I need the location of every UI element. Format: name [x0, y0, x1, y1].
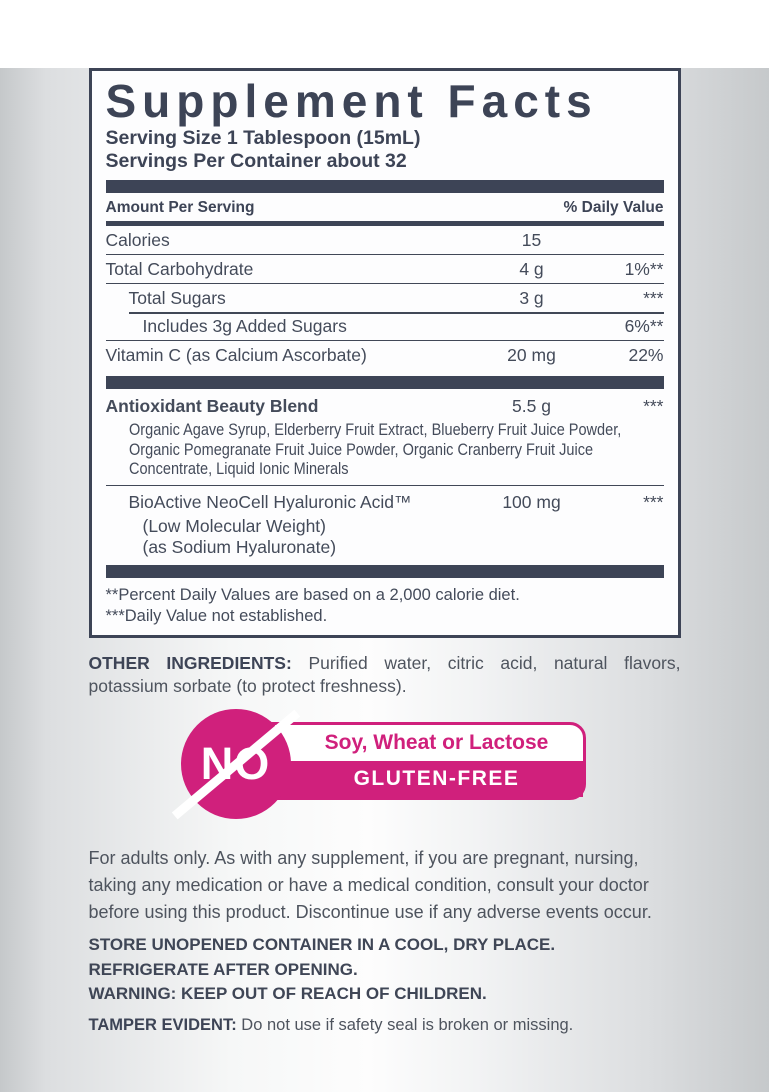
- tamper-evident-note: [89, 1016, 681, 1035]
- blend-ingredients-line: Organic Pomegranate Fruit Juice Powder, Organic Cranberry Fruit Juice: [128, 440, 593, 459]
- blend-ingredients: [106, 421, 664, 480]
- warning-children: WARNING: KEEP OUT OF REACH OF CHILDREN.: [88, 984, 487, 1004]
- advisory-text: For adults only. As with any supplement, if you are pregnant, nursing, taking any medication or have a medical condition, consult your doctor before using this product. Discontinue use if any adverse events occur.: [88, 848, 652, 923]
- inset-rule: [129, 312, 664, 314]
- nutrient-name: Includes 3g Added Sugars: [142, 316, 347, 337]
- blend-row: [106, 389, 664, 420]
- blend-dv: ***: [643, 396, 664, 417]
- divider-bar: [106, 180, 664, 193]
- supplement-label-page: [0, 68, 769, 1092]
- footnote-not-established: ***Daily Value not established.: [105, 606, 328, 625]
- serving-size: Serving Size 1 Tablespoon (15mL): [105, 126, 421, 149]
- footnotes: [106, 585, 664, 626]
- nutrient-amount: 20 mg: [507, 345, 556, 366]
- nutrient-dv: 22%: [628, 345, 664, 366]
- supplement-facts-panel: [89, 68, 681, 638]
- blend-amount: 5.5 g: [512, 396, 551, 417]
- divider-bar: [106, 565, 664, 578]
- hyaluronic-subline: (as Sodium Hyaluronate): [142, 537, 337, 558]
- blend-ingredients-line: Organic Agave Syrup, Elderberry Fruit Extract, Blueberry Fruit Juice Powder,: [128, 421, 621, 440]
- other-ingredients: [89, 652, 681, 698]
- other-ingredients-text: Purified water, citric acid, natural flavors, potassium sorbate (to protect freshness).: [88, 653, 681, 697]
- nutrient-amount: 3 g: [519, 288, 544, 309]
- divider-bar: [106, 376, 664, 389]
- allergen-line: Soy, Wheat or Lactose: [324, 731, 549, 755]
- servings-per-container: Servings Per Container about 32: [105, 150, 407, 173]
- nutrient-row-vitamin-c: [106, 340, 664, 369]
- nutrient-row-added-sugars: [106, 312, 664, 340]
- nutrient-dv: ***: [643, 288, 664, 309]
- nutrient-dv: 6%**: [624, 316, 664, 337]
- blend-ingredients-line: Concentrate, Liquid Ionic Minerals: [128, 460, 349, 479]
- supplement-facts-title: Supplement Facts: [105, 75, 598, 127]
- column-daily-value: % Daily Value: [563, 199, 664, 217]
- no-symbol-icon: [181, 709, 291, 819]
- nutrient-row-total-sugars: [106, 283, 664, 312]
- hyaluronic-subline: (Low Molecular Weight): [142, 516, 326, 537]
- nutrient-row-total-carbohydrate: [106, 254, 664, 283]
- hyaluronic-acid-row: [106, 486, 664, 516]
- footnote-daily-values: **Percent Daily Values are based on a 2,000 calorie diet.: [105, 586, 520, 605]
- column-amount-per-serving: Amount Per Serving: [105, 199, 255, 217]
- gluten-free-banner: GLUTEN-FREE: [237, 761, 583, 797]
- hyaluronic-amount: 100 mg: [502, 492, 561, 513]
- no-text: NO: [200, 738, 271, 790]
- hyaluronic-name: BioActive NeoCell Hyaluronic Acid™: [128, 492, 412, 513]
- storage-line-cool-dry: STORE UNOPENED CONTAINER IN A COOL, DRY PLACE.: [88, 935, 556, 955]
- nutrient-name: Total Sugars: [128, 288, 226, 309]
- nutrient-name: Vitamin C (as Calcium Ascorbate): [105, 345, 367, 366]
- no-allergen-badge: [89, 709, 681, 821]
- nutrient-amount: 4 g: [519, 259, 544, 280]
- storage-line-refrigerate: REFRIGERATE AFTER OPENING.: [88, 959, 358, 979]
- nutrient-amount: 15: [521, 230, 542, 251]
- nutrient-dv: 1%**: [624, 259, 664, 280]
- nutrient-row-calories: [106, 226, 664, 254]
- nutrient-name: Calories: [105, 230, 170, 251]
- other-ingredients-label: OTHER INGREDIENTS:: [88, 653, 292, 674]
- table-header: [106, 193, 664, 221]
- hyaluronic-dv: ***: [643, 492, 664, 513]
- tamper-evident-label: TAMPER EVIDENT:: [88, 1015, 237, 1034]
- tamper-evident-text: Do not use if safety seal is broken or missing.: [236, 1015, 574, 1034]
- nutrient-name: Total Carbohydrate: [105, 259, 254, 280]
- storage-instructions: [89, 933, 681, 1007]
- blend-name: Antioxidant Beauty Blend: [105, 396, 319, 417]
